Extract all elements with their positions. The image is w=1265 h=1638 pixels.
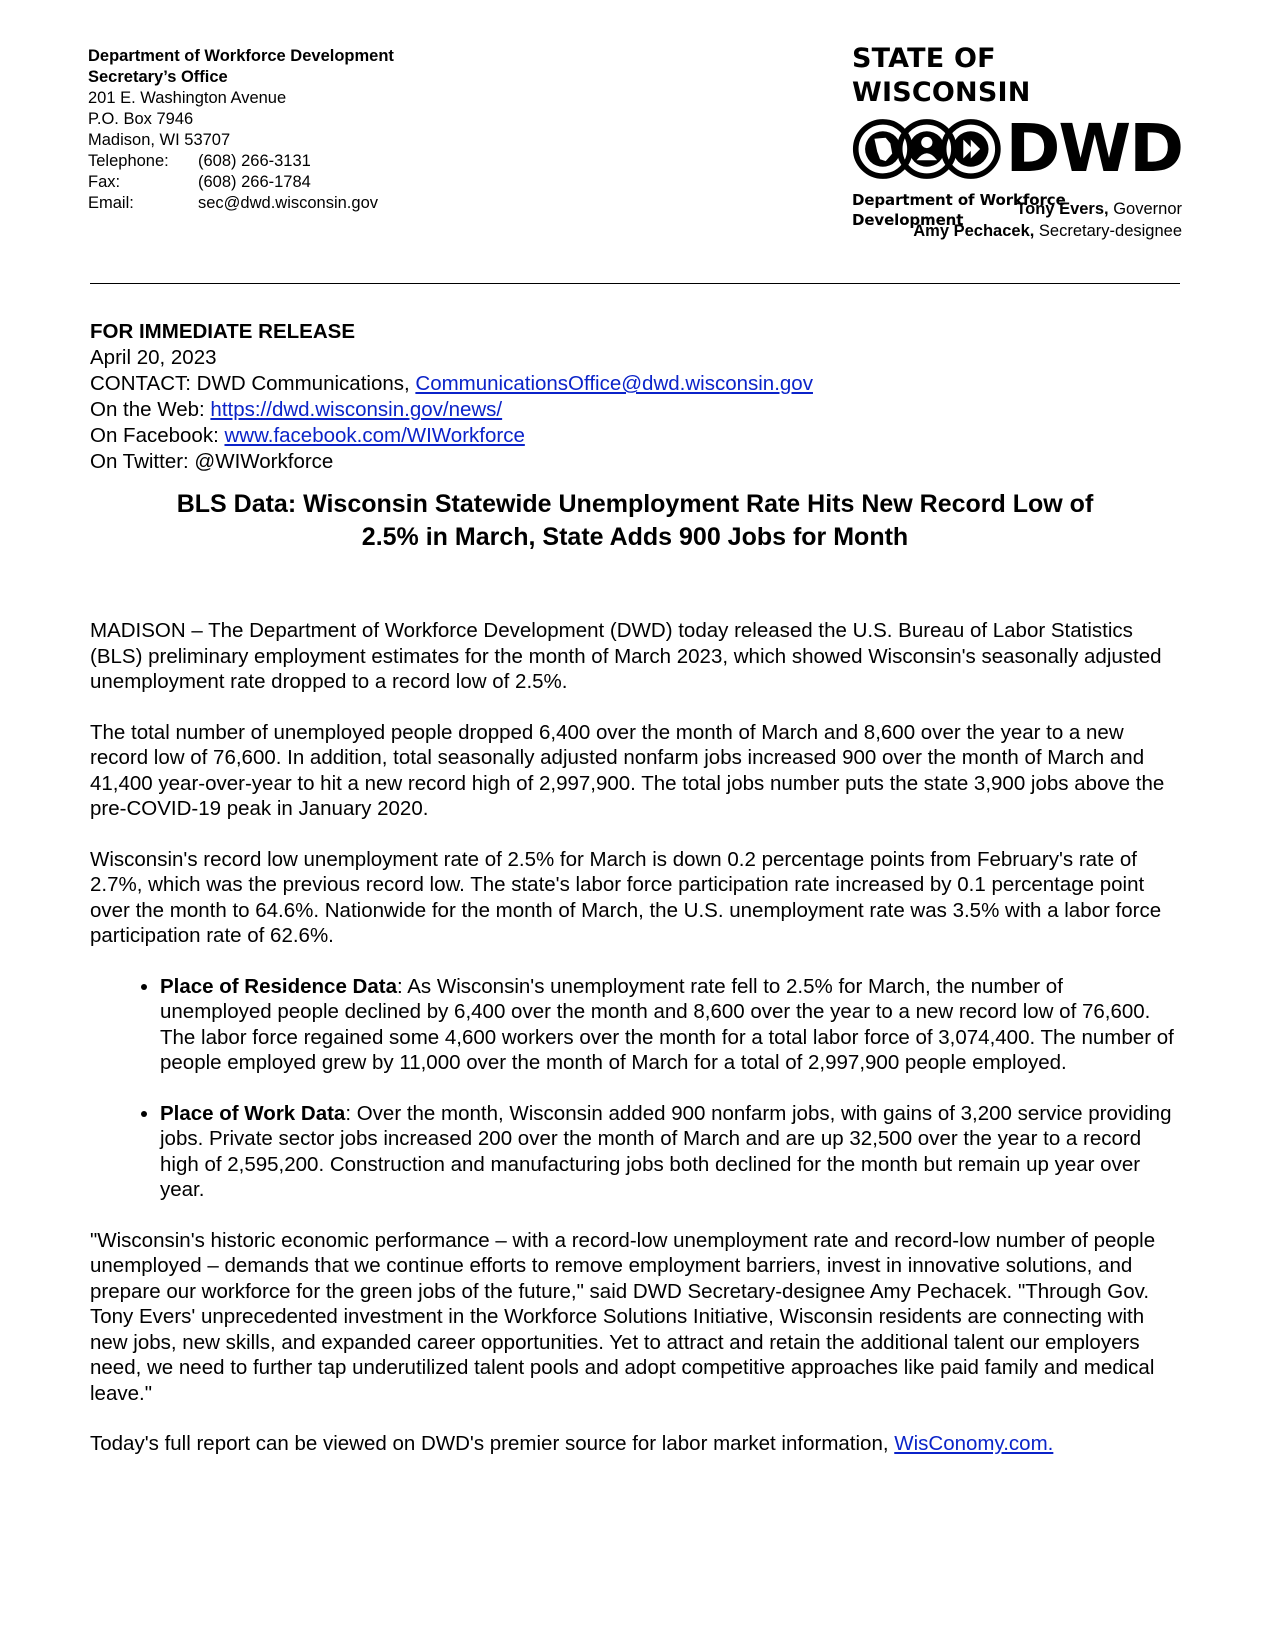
fax-label: Fax: bbox=[88, 173, 121, 191]
facebook-link[interactable]: www.facebook.com/WIWorkforce bbox=[224, 424, 525, 447]
paragraph-quote: "Wisconsin's historic economic performance – with a record-low unemployment rate and record-low number of people unemployed – demands that we continue efforts to remove employment barriers, invest in innovative solutions, and prepare our workforce for the green jobs of the future," said DWD Secretary-designee Amy Pechacek. "Through Gov. Tony Evers' unprecedented investment in the Workforce Solutions Initiative, Wisconsin residents are connecting with new jobs, new skills, and expanded career opportunities. Yet to attract and retain the additional talent our employers need, we need to further tap underutilized talent pools and adopt competitive approaches like paid family and medical leave." bbox=[90, 1228, 1156, 1405]
bullet-residence-label: Place of Residence Data bbox=[160, 974, 397, 998]
secretary-line bbox=[913, 220, 1182, 242]
secretary-name: Amy Pechacek, bbox=[913, 222, 1035, 240]
governor-title: Governor bbox=[1108, 200, 1182, 218]
release-date: April 20, 2023 bbox=[90, 346, 217, 369]
contact-label: CONTACT: DWD Communications, bbox=[90, 372, 416, 395]
email-row bbox=[88, 193, 394, 214]
facebook-label: On Facebook: bbox=[90, 424, 225, 447]
po-box: P.O. Box 7946 bbox=[88, 110, 194, 128]
facebook-line bbox=[90, 423, 813, 449]
paragraph-intro: MADISON – The Department of Workforce Development (DWD) today released the U.S. Bureau of Labor Statistics (BLS) preliminary employment estimates for the month of March 2023, which showed Wisconsin's seasonally adjusted unemployment rate dropped to a record low of 2.5%. bbox=[90, 619, 1162, 693]
email-address: sec@dwd.wisconsin.gov bbox=[198, 194, 378, 212]
sender-address-block bbox=[88, 46, 394, 214]
logo-mark bbox=[852, 110, 1182, 188]
wisconomy-link[interactable]: WisConomy.com. bbox=[894, 1432, 1054, 1455]
phone-label: Telephone: bbox=[88, 152, 169, 170]
closing-text: Today's full report can be viewed on DWD's premier source for labor market information, bbox=[90, 1432, 895, 1455]
logo-acronym: DWD bbox=[1005, 110, 1182, 187]
bullet-work-data bbox=[160, 1101, 1180, 1203]
fax-number: (608) 266-1784 bbox=[198, 173, 311, 191]
headline bbox=[90, 488, 1180, 554]
paragraph-rate: Wisconsin's record low unemployment rate of 2.5% for March is down 0.2 percentage points from February's rate of 2.7%, which was the previous record low. The state's labor force participation rate increased by 0.1 percentage point over the month to 64.6%. Nationwide for the month of March, the U.S. unemployment rate was 3.5% with a labor force participation rate of 62.6%. bbox=[90, 847, 1162, 947]
logo-dept-text: Department of Workforce Development bbox=[852, 191, 1066, 229]
dept-name: Department of Workforce Development bbox=[88, 47, 394, 65]
governor-name: Tony Evers, bbox=[1016, 200, 1109, 218]
fax-row bbox=[88, 172, 394, 193]
headline-line-2: 2.5% in March, State Adds 900 Jobs for Month bbox=[361, 523, 909, 551]
logo-state-text: STATE OF WISCONSIN bbox=[852, 43, 1031, 108]
city-state-zip: Madison, WI 53707 bbox=[88, 131, 231, 149]
web-label: On the Web: bbox=[90, 398, 211, 421]
officials-block bbox=[913, 198, 1182, 242]
phone-number: (608) 266-3131 bbox=[198, 152, 311, 170]
secretary-title: Secretary-designee bbox=[1034, 222, 1182, 240]
header-divider bbox=[90, 283, 1180, 284]
web-link[interactable]: https://dwd.wisconsin.gov/news/ bbox=[210, 398, 503, 421]
paragraph-closing bbox=[90, 1431, 1180, 1457]
release-body bbox=[90, 618, 1180, 1482]
bullet-work-label: Place of Work Data bbox=[160, 1101, 346, 1125]
paragraph-unemployed: The total number of unemployed people dropped 6,400 over the month of March and 8,600 over the year to a new record low of 76,600. In addition, total seasonally adjusted nonfarm jobs increased 900 over the month of March and 41,400 year-over-year to hit a new record high of 2,997,900. The total jobs number puts the state 3,900 jobs above the pre-COVID-19 peak in January 2020. bbox=[90, 720, 1165, 820]
contact-email-link[interactable]: CommunicationsOffice@dwd.wisconsin.gov bbox=[415, 372, 813, 395]
contact-line bbox=[90, 371, 813, 397]
bullet-residence-data bbox=[160, 974, 1180, 1076]
bullet-residence-text: : As Wisconsin's unemployment rate fell to 2.5% for March, the number of unemployed people declined by 6,400 over the month and 8,600 over the year to a new record low of 76,600. The labor force regained some 4,600 workers over the month for a total labor force of 3,074,400. The number of people employed grew by 11,000 over the month of March for a total of 2,997,900 people employed. bbox=[160, 974, 1174, 1074]
logo-circles-icon bbox=[852, 114, 1002, 184]
headline-line-1: BLS Data: Wisconsin Statewide Unemployment Rate Hits New Record Low of bbox=[176, 490, 1094, 518]
data-bullets bbox=[90, 974, 1180, 1203]
email-label: Email: bbox=[88, 194, 134, 212]
street-address: 201 E. Washington Avenue bbox=[88, 89, 287, 107]
bullet-work-text: : Over the month, Wisconsin added 900 nonfarm jobs, with gains of 3,200 service providing jobs. Private sector jobs increased 200 over the month of March and are up 32,500 over the year to a record high of 2,595,200. Construction and manufacturing jobs both declined for the month but remain up year over year. bbox=[160, 1101, 1172, 1201]
twitter-line: On Twitter: @WIWorkforce bbox=[90, 450, 334, 473]
web-line bbox=[90, 397, 813, 423]
phone-row bbox=[88, 151, 394, 172]
release-info bbox=[90, 319, 813, 475]
release-label: FOR IMMEDIATE RELEASE bbox=[90, 320, 355, 343]
office-name: Secretary’s Office bbox=[88, 68, 228, 86]
governor-line bbox=[913, 198, 1182, 220]
